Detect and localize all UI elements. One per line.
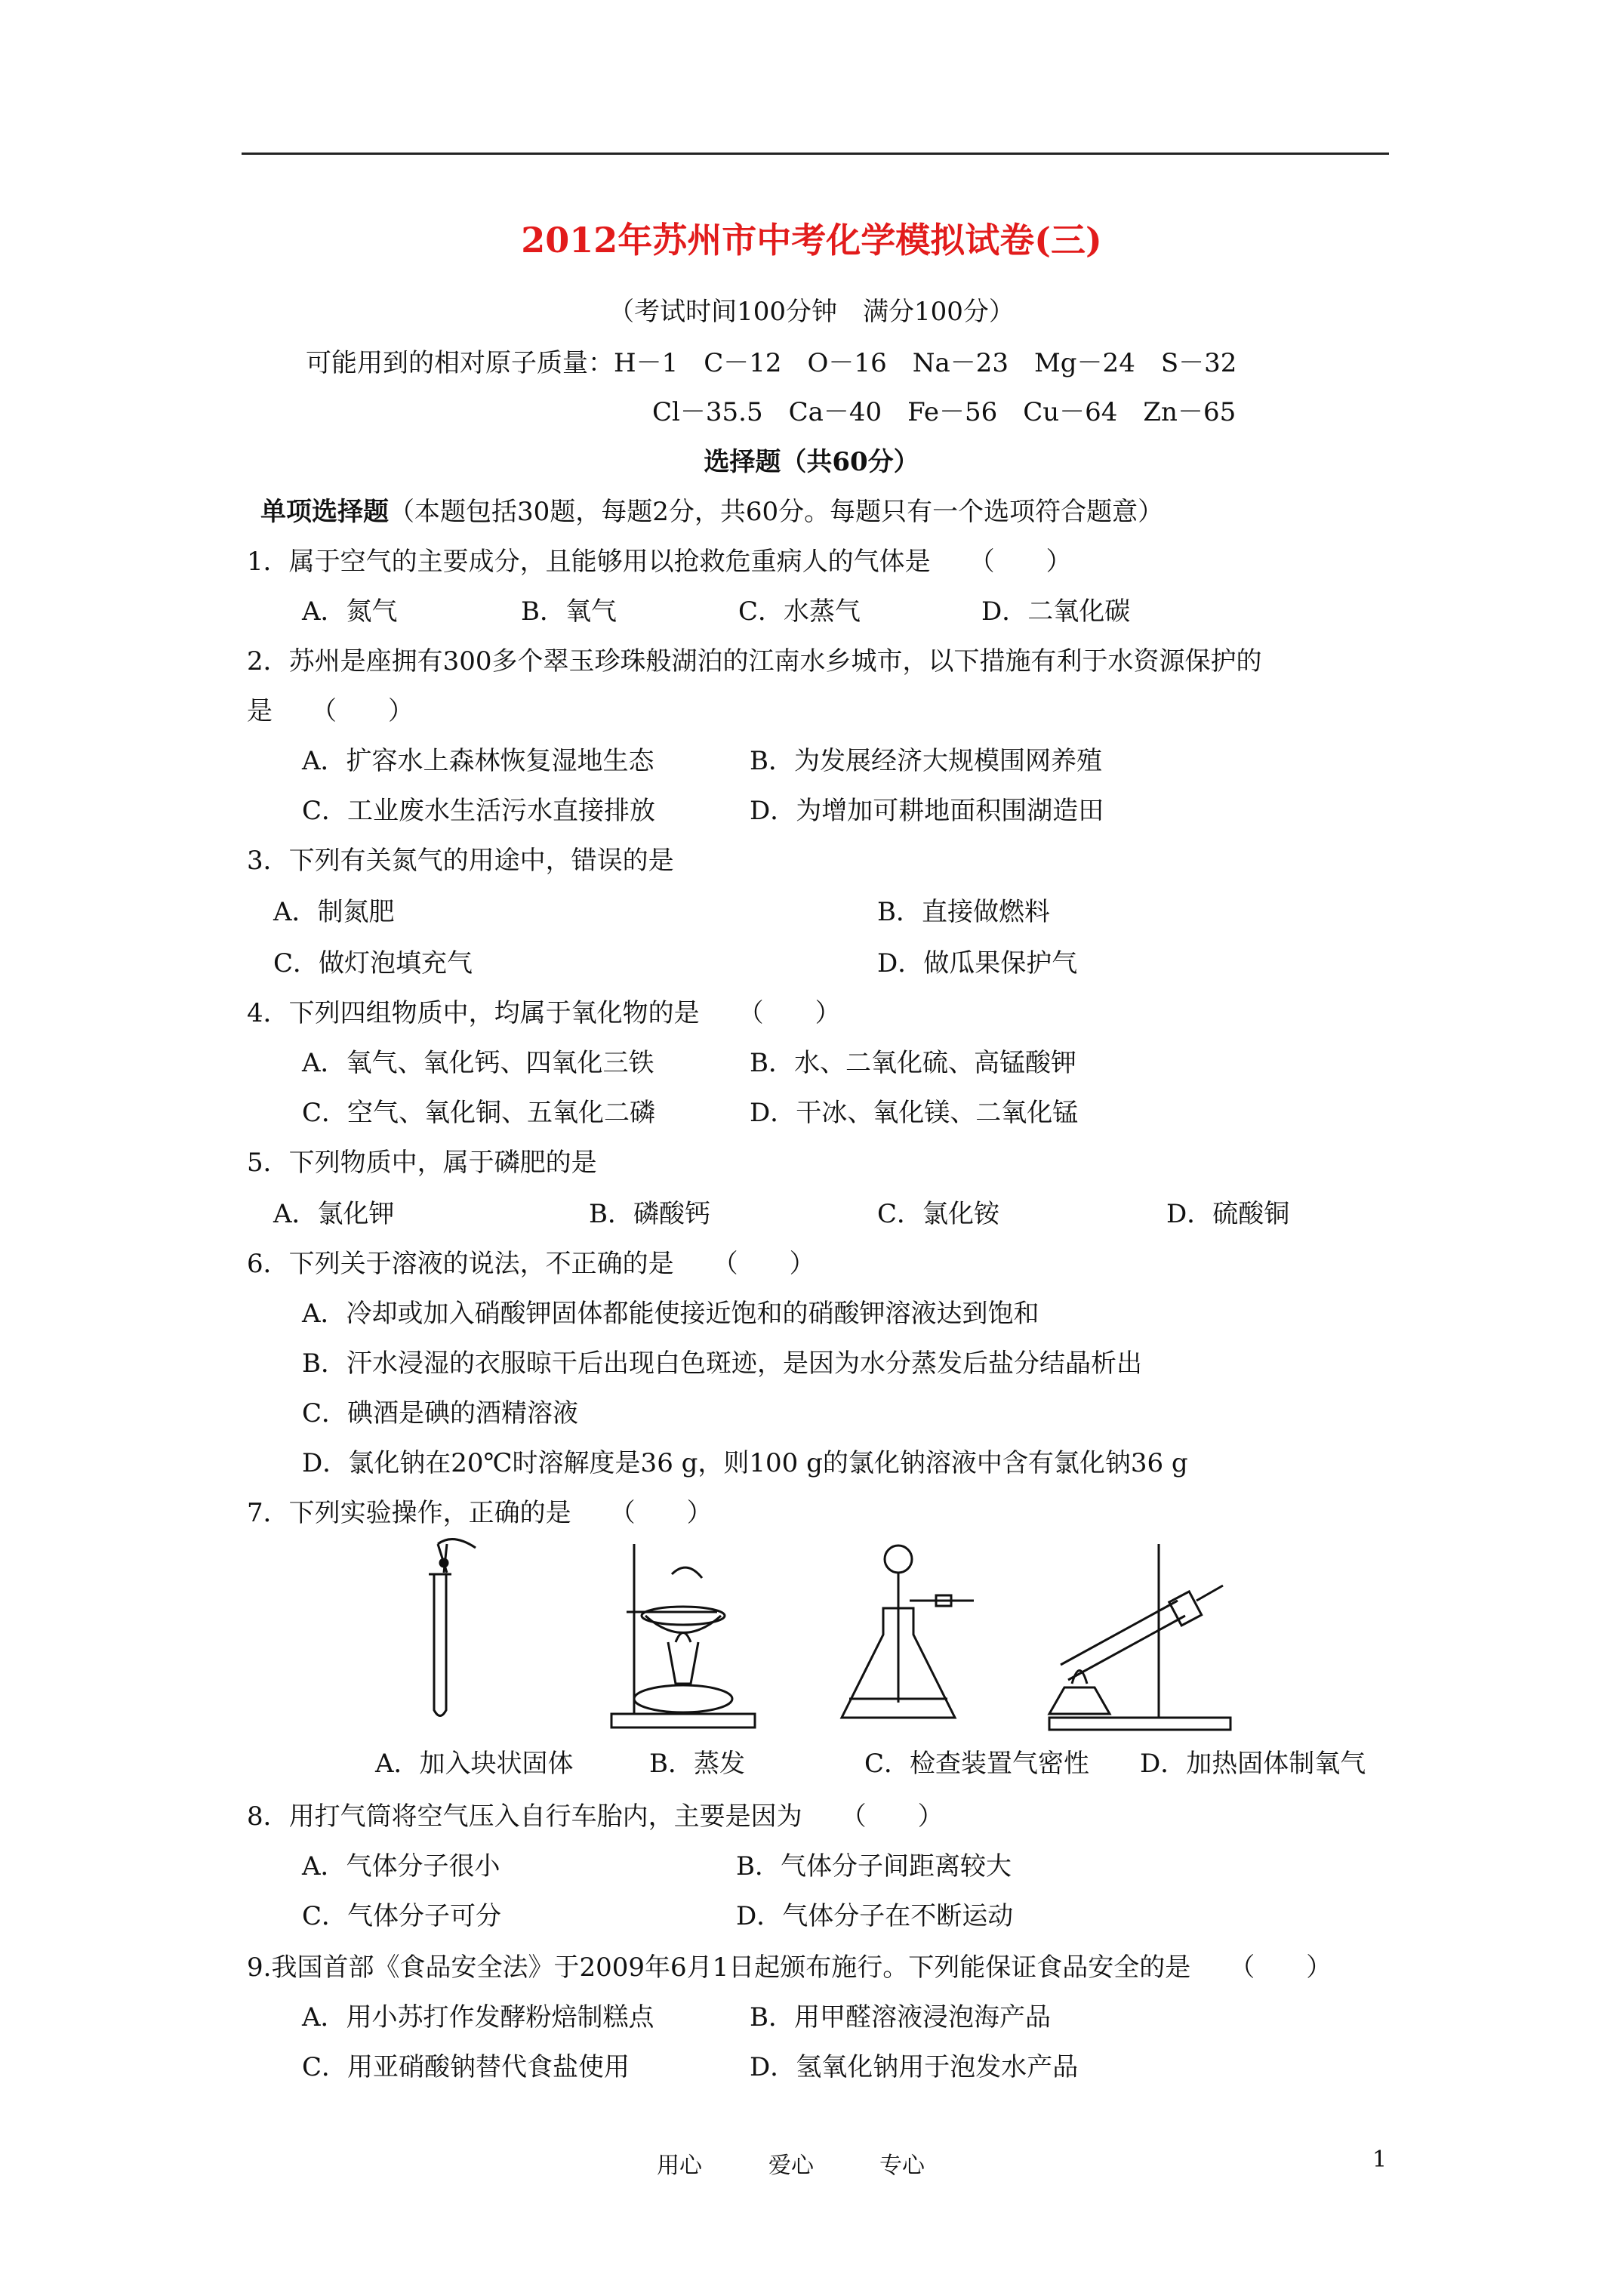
instructions-rest: （本题包括30题，每题2分，共60分。每题只有一个选项符合题意） — [389, 497, 1164, 527]
question-9-option-d: D．氢氧化钠用于泡发水产品 — [750, 2052, 1079, 2082]
question-8-option-d: D．气体分子在不断运动 — [736, 1901, 1014, 1931]
question-4-stem: 4．下列四组物质中，均属于氧化物的是 （ ） — [247, 998, 841, 1028]
section-title: 选择题（共60分） — [704, 447, 919, 477]
header-rule — [242, 153, 1389, 155]
exam-subtitle: （考试时间100分钟 满分100分） — [608, 297, 1015, 327]
question-4-option-d: D．干冰、氧化镁、二氧化锰 — [750, 1098, 1079, 1128]
question-9-stem: 9.我国首部《食品安全法》于2009年6月1日起颁布施行。下列能保证食品安全的是 （ ） — [247, 1952, 1332, 1983]
question-6-option-d: D．氯化钠在20℃时溶解度是36 g，则100 g的氯化钠溶液中含有氯化钠36 g — [302, 1448, 1188, 1478]
question-8-option-c: C．气体分子可分 — [302, 1901, 502, 1931]
question-2-stem: 2．苏州是座拥有300多个翠玉珍珠般湖泊的江南水乡城市，以下措施有利于水资源保护的 — [247, 646, 1262, 676]
question-8-stem: 8．用打气筒将空气压入自行车胎内，主要是因为 （ ） — [247, 1801, 944, 1832]
question-9-option-a: A．用小苏打作发酵粉焙制糕点 — [302, 2002, 654, 2032]
question-2-option-a: A．扩容水上森林恢复湿地生态 — [302, 746, 654, 776]
question-5-option-d: D．硫酸铜 — [1166, 1199, 1290, 1229]
footer-motto-3: 专心 — [879, 2153, 925, 2179]
question-4-option-a: A．氧气、氧化钙、四氧化三铁 — [302, 1048, 654, 1078]
question-1-option-b: B．氧气 — [521, 596, 617, 627]
question-1-option-a: A．氮气 — [302, 596, 398, 627]
test-tube-icon — [429, 1539, 476, 1716]
flask-apparatus-icon — [842, 1546, 974, 1718]
question-7-option-c: C．检查装置气密性 — [864, 1749, 1090, 1779]
question-3-option-c: C．做灯泡填充气 — [273, 948, 473, 978]
question-7-stem: 7．下列实验操作，正确的是 （ ） — [247, 1498, 713, 1528]
atomic-masses-label: 可能用到的相对原子质量： — [306, 348, 614, 378]
atomic-masses-values-1: H－1 C－12 O－16 Na－23 Mg－24 S－32 — [614, 348, 1237, 378]
question-5-stem: 5．下列物质中，属于磷肥的是 — [247, 1148, 597, 1178]
question-9-option-b: B．用甲醛溶液浸泡海产品 — [750, 2002, 1051, 2032]
question-2-stem-continued: 是 （ ） — [247, 696, 414, 726]
footer-motto-2: 爱心 — [768, 2153, 814, 2179]
question-5-option-b: B．磷酸钙 — [589, 1199, 710, 1229]
question-2-option-c: C．工业废水生活污水直接排放 — [302, 796, 656, 826]
question-6-option-b: B．汗水浸湿的衣服晾干后出现白色斑迹，是因为水分蒸发后盐分结晶析出 — [302, 1348, 1142, 1379]
question-6-stem: 6．下列关于溶液的说法，不正确的是 （ ） — [247, 1249, 815, 1279]
question-3-option-d: D．做瓜果保护气 — [877, 948, 1078, 978]
evaporation-setup-icon — [611, 1544, 755, 1727]
question-1-option-d: D．二氧化碳 — [981, 596, 1131, 627]
heating-apparatus-icon — [1049, 1544, 1230, 1730]
atomic-masses-line-1 — [306, 342, 1236, 379]
question-6-option-c: C．碘酒是碘的酒精溶液 — [302, 1398, 579, 1428]
exam-title: 2012年苏州市中考化学模拟试卷(三) — [521, 220, 1102, 260]
instructions-bold: 单项选择题 — [260, 497, 389, 527]
question-2-option-b: B．为发展经济大规模围网养殖 — [750, 746, 1102, 776]
question-8-option-a: A．气体分子很小 — [302, 1851, 500, 1881]
question-3-option-a: A．制氮肥 — [273, 897, 395, 927]
experiment-figures — [415, 1529, 1246, 1733]
question-7-option-b: B．蒸发 — [649, 1749, 745, 1779]
question-4-option-c: C．空气、氧化铜、五氧化二磷 — [302, 1098, 656, 1128]
instructions — [260, 491, 1163, 528]
question-7-option-a: A．加入块状固体 — [375, 1749, 574, 1779]
page-number: 1 — [1372, 2147, 1387, 2173]
question-3-stem: 3．下列有关氮气的用途中，错误的是 — [247, 846, 674, 876]
question-1-option-c: C．水蒸气 — [738, 596, 861, 627]
atomic-masses-line-2: Cl－35.5 Ca－40 Fe－56 Cu－64 Zn－65 — [652, 397, 1236, 427]
question-7-option-d: D．加热固体制氧气 — [1140, 1749, 1366, 1779]
question-5-option-c: C．氯化铵 — [877, 1199, 1000, 1229]
footer-motto-1: 用心 — [657, 2153, 702, 2179]
question-1-stem: 1．属于空气的主要成分，且能够用以抢救危重病人的气体是 （ ） — [247, 547, 1072, 577]
question-8-option-b: B．气体分子间距离较大 — [736, 1851, 1012, 1881]
question-3-option-b: B．直接做燃料 — [877, 897, 1050, 927]
question-2-option-d: D．为增加可耕地面积围湖造田 — [750, 796, 1104, 826]
question-5-option-a: A．氯化钾 — [273, 1199, 395, 1229]
question-4-option-b: B．水、二氧化硫、高锰酸钾 — [750, 1048, 1076, 1078]
question-9-option-c: C．用亚硝酸钠替代食盐使用 — [302, 2052, 630, 2082]
question-6-option-a: A．冷却或加入硝酸钾固体都能使接近饱和的硝酸钾溶液达到饱和 — [302, 1299, 1039, 1329]
